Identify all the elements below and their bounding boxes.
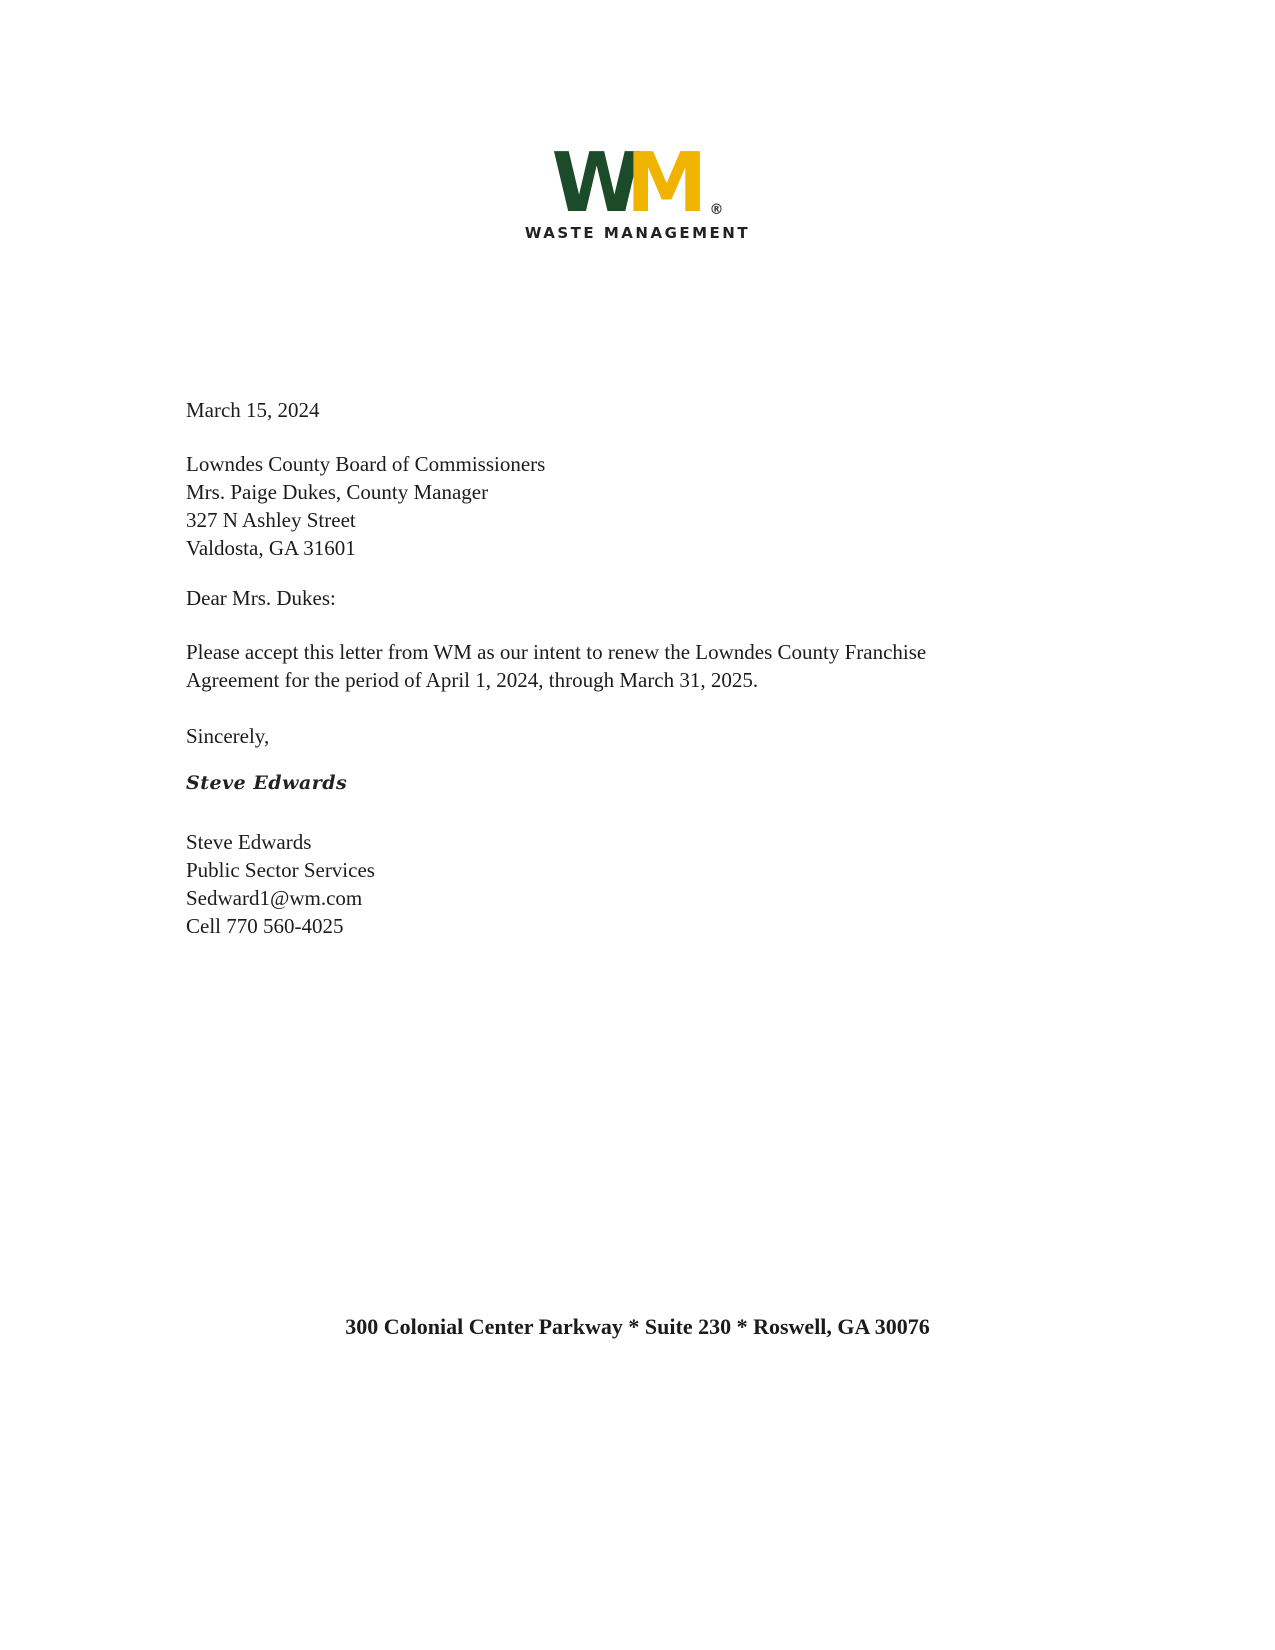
- recipient-name: Mrs. Paige Dukes, County Manager: [186, 480, 489, 504]
- signer-email: Sedward1@wm.com: [186, 886, 363, 910]
- wm-logo-mark: [551, 136, 724, 231]
- recipient-city-state-zip: Valdosta, GA 31601: [186, 536, 356, 560]
- registered-trademark-icon: ®: [709, 202, 724, 218]
- footer-address: 300 Colonial Center Parkway * Suite 230 * Roswell, GA 30076: [345, 1314, 930, 1339]
- letter-date: March 15, 2024: [186, 398, 320, 422]
- logo-tagline: WASTE MANAGEMENT: [524, 224, 751, 242]
- signature-block: [186, 772, 347, 794]
- closing: Sincerely,: [186, 724, 270, 748]
- signer-phone: Cell 770 560-4025: [186, 914, 344, 938]
- logo-letter-w: W: [551, 136, 632, 231]
- wm-logo: [0, 136, 1275, 242]
- signer-title: Public Sector Services: [186, 858, 375, 882]
- signer-details-block: [186, 828, 375, 940]
- recipient-organization: Lowndes County Board of Commissioners: [186, 452, 546, 476]
- handwritten-signature: Steve Edwards: [186, 772, 348, 794]
- recipient-address-block: [186, 450, 545, 562]
- letter-body: Please accept this letter from WM as our intent to renew the Lowndes County Franchise Agreement for the period of April 1, 2024, through March 31, 2025.: [186, 640, 927, 692]
- logo-letter-m: M: [625, 136, 698, 231]
- recipient-street: 327 N Ashley Street: [186, 508, 356, 532]
- salutation: Dear Mrs. Dukes:: [186, 586, 336, 610]
- signer-name: Steve Edwards: [186, 830, 312, 854]
